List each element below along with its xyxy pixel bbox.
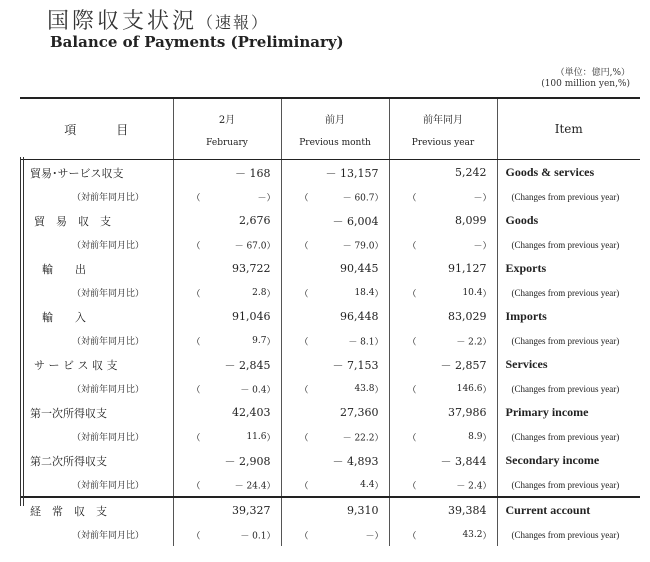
change-label-jp: （対前年同月比） [72,193,145,203]
change-value: － 2.4 [456,481,483,491]
paren-open: （ [191,481,201,491]
row-item-en: Primary income [497,400,640,425]
paren-open: （ [407,337,417,347]
paren-close: ） [482,481,492,491]
change-value: 4.4 [360,479,375,490]
header-item: Item [497,98,640,160]
change-value: － 67.0 [234,241,267,251]
row-item-en: Goods [497,208,640,233]
paren-close: ） [266,289,276,299]
paren-close: ） [374,241,384,251]
table-row [20,352,640,377]
header-prev-year-jp: 前年同月 [423,114,463,126]
value-prev-month: 90,445 [281,256,389,281]
change-label-en: (Changes from previous year) [497,233,640,256]
row-label: 輸 入 [42,310,86,324]
paren-close: ） [482,385,492,395]
paren-close: ） [374,385,384,395]
value-prev-year: 37,986 [389,400,497,425]
balance-of-payments-table [20,97,640,546]
change-value: － 0.1 [240,531,267,541]
change-value: 18.4 [354,287,375,298]
value-prev-year: 91,127 [389,256,497,281]
change-february [173,281,281,304]
paren-close: ） [266,433,276,443]
paren-close: ） [482,433,492,443]
change-label-jp: （対前年同月比） [72,241,145,251]
change-label-jp: （対前年同月比） [72,385,145,395]
paren-open: （ [299,481,309,491]
change-prev-month [281,233,389,256]
paren-close: ） [266,481,276,491]
change-label-en: (Changes from previous year) [497,281,640,304]
change-label-en: (Changes from previous year) [497,377,640,400]
paren-open: （ [299,531,309,541]
row-item-en: Exports [497,256,640,281]
change-prev-month [281,425,389,448]
paren-close: ） [374,433,384,443]
table-row [20,208,640,233]
value-february: 91,046 [173,304,281,329]
change-prev-year [389,233,497,256]
paren-open: （ [191,337,201,347]
left-frame-line [20,157,21,506]
change-label-en: (Changes from previous year) [497,523,640,546]
unit-note-jp: （単位：億円,%） [555,68,630,78]
value-prev-month: 9,310 [281,497,389,523]
paren-open: （ [191,433,201,443]
paren-close: ） [374,193,384,203]
change-prev-year [389,329,497,352]
value-prev-month: 96,448 [281,304,389,329]
change-prev-month [281,281,389,304]
value-prev-year: 39,384 [389,497,497,523]
paren-close: ） [266,241,276,251]
value-february: － 168 [173,160,281,186]
paren-close: ） [482,241,492,251]
change-february [173,233,281,256]
value-prev-month: － 6,004 [281,208,389,233]
paren-open: （ [407,241,417,251]
paren-open: （ [299,337,309,347]
value-february: － 2,908 [173,448,281,473]
row-label: 貿 易 収 支 [34,214,111,228]
paren-close: ） [266,337,276,347]
paren-open: （ [191,289,201,299]
value-prev-month: － 7,153 [281,352,389,377]
header-prev-month-en: Previous month [299,137,371,148]
change-prev-month [281,473,389,497]
change-value: 2.8 [252,287,267,298]
header-prev-year-en: Previous year [411,137,475,148]
row-label: 経 常 収 支 [20,497,173,523]
change-value: － 0.4 [240,385,267,395]
change-value: 10.4 [462,287,483,298]
table-row-change [20,185,640,208]
change-value: 11.6 [246,431,267,442]
table-row [20,448,640,473]
change-value: 43.8 [354,383,375,394]
table-row [20,256,640,281]
paren-close: ） [374,289,384,299]
table-row-change [20,425,640,448]
table-header-row [20,98,640,160]
value-february: 2,676 [173,208,281,233]
paren-open: （ [299,385,309,395]
table-row [20,497,640,523]
header-february-jp: 2月 [218,114,236,126]
paren-close: ） [266,385,276,395]
value-prev-year: － 2,857 [389,352,497,377]
change-label-jp: （対前年同月比） [72,531,145,541]
change-value: － [257,193,267,203]
paren-open: （ [299,241,309,251]
change-prev-year [389,377,497,400]
table-row [20,160,640,186]
change-prev-year [389,473,497,497]
row-item-en: Goods & services [497,160,640,186]
header-february [173,98,281,160]
paren-open: （ [407,385,417,395]
change-label-en: (Changes from previous year) [497,473,640,497]
left-frame-line-inner [23,157,24,506]
table-row [20,400,640,425]
value-february: 93,722 [173,256,281,281]
value-prev-year: 8,099 [389,208,497,233]
table-body [20,160,640,547]
change-prev-month [281,185,389,208]
change-value: － [473,241,483,251]
change-prev-year [389,281,497,304]
change-value: － [473,193,483,203]
paren-close: ） [482,289,492,299]
value-prev-year: － 3,844 [389,448,497,473]
change-value: － 8.1 [348,337,375,347]
paren-close: ） [482,193,492,203]
paren-close: ） [482,337,492,347]
unit-note [541,68,630,90]
page-title-jp [47,4,269,35]
change-february [173,329,281,352]
table-row-change [20,473,640,497]
title-jp-suffix: （速報） [197,13,270,32]
change-prev-month [281,377,389,400]
change-prev-month [281,523,389,546]
paren-open: （ [191,193,201,203]
paren-open: （ [407,193,417,203]
paren-close: ） [482,531,492,541]
change-value: 146.6 [456,383,483,394]
change-value: － [365,531,375,541]
change-value: － 24.4 [234,481,267,491]
change-label-en: (Changes from previous year) [497,329,640,352]
paren-open: （ [299,289,309,299]
paren-close: ） [374,337,384,347]
change-february [173,377,281,400]
paren-open: （ [191,385,201,395]
header-prev-month [281,98,389,160]
change-value: － 60.7 [342,193,375,203]
paren-close: ） [266,531,276,541]
change-february [173,473,281,497]
row-label: 第一次所得収支 [30,406,107,420]
row-item-en: Current account [497,497,640,523]
paren-open: （ [407,531,417,541]
paren-close: ） [266,193,276,203]
value-prev-month: － 4,893 [281,448,389,473]
change-label-jp: （対前年同月比） [72,289,145,299]
row-label: 貿易･サービス収支 [30,166,124,180]
change-prev-year [389,523,497,546]
row-label: サ ー ビ ス 収 支 [34,358,118,372]
change-prev-year [389,425,497,448]
value-prev-year: 83,029 [389,304,497,329]
change-february [173,523,281,546]
value-prev-year: 5,242 [389,160,497,186]
paren-open: （ [407,433,417,443]
paren-open: （ [299,433,309,443]
paren-open: （ [191,241,201,251]
table-row-change [20,281,640,304]
change-value: 9.7 [252,335,267,346]
change-label-jp: （対前年同月比） [72,481,145,491]
change-label-en: (Changes from previous year) [497,185,640,208]
change-value: － 2.2 [456,337,483,347]
row-item-en: Services [497,352,640,377]
change-february [173,185,281,208]
paren-open: （ [299,193,309,203]
change-label-jp: （対前年同月比） [72,433,145,443]
header-prev-year [389,98,497,160]
title-jp-main: 国際収支状況 [47,9,198,34]
row-item-en: Secondary income [497,448,640,473]
value-february: 42,403 [173,400,281,425]
paren-open: （ [407,481,417,491]
change-value: 8.9 [468,431,483,442]
value-february: 39,327 [173,497,281,523]
table-row-change [20,329,640,352]
table-row-change [20,523,640,546]
change-label-en: (Changes from previous year) [497,425,640,448]
value-prev-month: － 13,157 [281,160,389,186]
change-value: 43.2 [462,529,483,540]
change-value: － 79.0 [342,241,375,251]
change-label-jp: （対前年同月比） [72,337,145,347]
header-label: 項 目 [20,98,173,160]
change-february [173,425,281,448]
paren-close: ） [374,531,384,541]
table-row-change [20,233,640,256]
page-title-en: Balance of Payments (Preliminary) [50,33,344,51]
table-row [20,304,640,329]
change-prev-year [389,185,497,208]
row-label: 輸 出 [42,262,86,276]
unit-note-en: (100 million yen,%) [541,79,630,89]
change-value: － 22.2 [342,433,375,443]
row-item-en: Imports [497,304,640,329]
header-prev-month-jp: 前月 [325,114,345,126]
value-prev-month: 27,360 [281,400,389,425]
header-february-en: February [206,137,248,148]
paren-open: （ [407,289,417,299]
paren-close: ） [374,481,384,491]
table-row-change [20,377,640,400]
row-label: 第二次所得収支 [30,454,107,468]
value-february: － 2,845 [173,352,281,377]
paren-open: （ [191,531,201,541]
change-prev-month [281,329,389,352]
